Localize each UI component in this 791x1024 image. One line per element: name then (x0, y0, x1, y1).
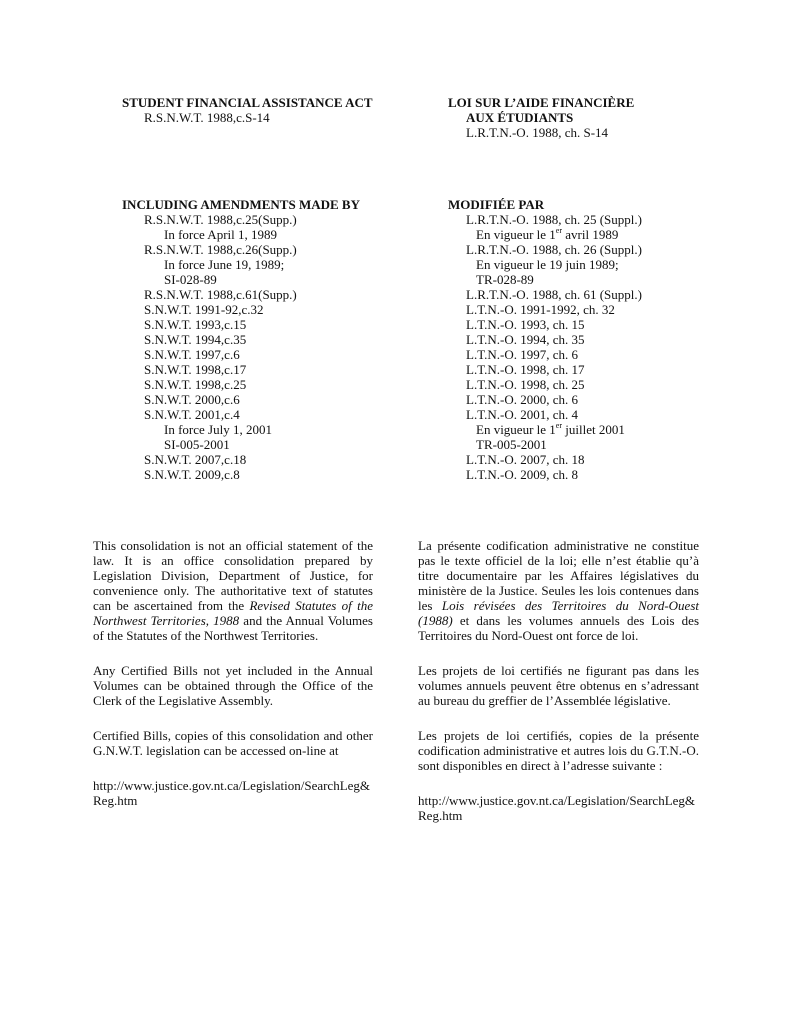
act-citation-fr: L.R.T.N.-O. 1988, ch. S-14 (466, 125, 609, 140)
notice-paragraph: This consolidation is not an official statement of the law. It is an office consolidation prepared by Legislation Division, Department of Justice, for convenience only. The authoritative text of statutes can be ascertained from the Revised Statutes of the Northwest Territories, 1988 and the Annual Volumes of the Statutes of the Northwest Territories. (93, 538, 373, 643)
amendment-note: In force June 19, 1989; (164, 257, 285, 272)
legislation-url-en[interactable]: http://www.justice.gov.nt.ca/Legislation/SearchLeg& Reg.htm (93, 778, 371, 808)
amendment-line: L.T.N.-O. 1993, ch. 15 (466, 317, 585, 332)
amendment-note: SI-005-2001 (164, 437, 230, 452)
notice-paragraph: Les projets de loi certifiés, copies de la présente codification administrative et autres lois du G.T.N.-O. sont disponibles en direct à l’adresse suivante : (418, 728, 699, 773)
amendment-line: L.R.T.N.-O. 1988, ch. 26 (Suppl.) (466, 242, 642, 257)
english-notice (93, 538, 373, 808)
amendment-note: En vigueur le 1er avril 1989 (476, 225, 619, 242)
amendment-line: L.T.N.-O. 1998, ch. 17 (466, 362, 585, 377)
french-header (448, 95, 634, 140)
notice-paragraph: Les projets de loi certifiés ne figurant pas dans les volumes annuels peuvent être obtenus en s’adressant au bureau du greffier de l’Assemblée législative. (418, 663, 699, 708)
amendment-note: En vigueur le 19 juin 1989; (476, 257, 619, 272)
amendment-line: R.S.N.W.T. 1988,c.61(Supp.) (144, 287, 297, 302)
act-title-fr-line2: AUX ÉTUDIANTS (466, 110, 574, 125)
amendment-line: L.T.N.-O. 1991-1992, ch. 32 (466, 302, 615, 317)
amendment-note: TR-028-89 (476, 272, 534, 287)
amendment-note: In force July 1, 2001 (164, 422, 272, 437)
amendment-line: S.N.W.T. 2001,c.4 (144, 407, 240, 422)
amendments-heading-en: INCLUDING AMENDMENTS MADE BY (122, 197, 360, 212)
amendment-line: L.T.N.-O. 2001, ch. 4 (466, 407, 579, 422)
amendment-line: L.T.N.-O. 2007, ch. 18 (466, 452, 585, 467)
notice-paragraph: Certified Bills, copies of this consolidation and other G.N.W.T. legislation can be accessed on-line at (93, 728, 373, 758)
amendment-line: S.N.W.T. 1997,c.6 (144, 347, 240, 362)
amendment-note: In force April 1, 1989 (164, 227, 278, 242)
amendment-line: S.N.W.T. 1998,c.25 (144, 377, 247, 392)
amendment-line: S.N.W.T. 1993,c.15 (144, 317, 247, 332)
amendment-note: SI-028-89 (164, 272, 217, 287)
english-amendments (122, 197, 360, 482)
amendment-note: TR-005-2001 (476, 437, 547, 452)
french-amendments (448, 197, 642, 482)
act-title-fr-line1: LOI SUR L’AIDE FINANCIÈRE (448, 95, 635, 110)
amendment-line: L.R.T.N.-O. 1988, ch. 25 (Suppl.) (466, 212, 642, 227)
amendment-line: R.S.N.W.T. 1988,c.25(Supp.) (144, 212, 297, 227)
amendment-line: S.N.W.T. 1994,c.35 (144, 332, 247, 347)
amendments-heading-fr: MODIFIÉE PAR (448, 197, 545, 212)
amendment-line: S.N.W.T. 2009,c.8 (144, 467, 240, 482)
amendment-line: S.N.W.T. 2000,c.6 (144, 392, 240, 407)
notice-paragraph: Any Certified Bills not yet included in the Annual Volumes can be obtained through the Office of the Clerk of the Legislative Assembly. (93, 663, 373, 708)
french-notice (418, 538, 699, 823)
amendment-line: L.T.N.-O. 1997, ch. 6 (466, 347, 579, 362)
amendment-line: L.R.T.N.-O. 1988, ch. 61 (Suppl.) (466, 287, 642, 302)
notice-paragraph: La présente codification administrative ne constitue pas le texte officiel de la loi; elle n’est établie qu’à titre documentaire par les Affaires législatives du ministère de la Justice. Seules les lois contenues dans les Lois révisées des Territoires du Nord-Ouest (1988) et dans les volumes annuels des Lois des Territoires du Nord-Ouest ont force de loi. (418, 538, 699, 643)
amendment-line: L.T.N.-O. 1994, ch. 35 (466, 332, 585, 347)
amendment-line: S.N.W.T. 1998,c.17 (144, 362, 247, 377)
amendment-line: L.T.N.-O. 2000, ch. 6 (466, 392, 579, 407)
amendment-line: R.S.N.W.T. 1988,c.26(Supp.) (144, 242, 297, 257)
legislation-url-fr[interactable]: http://www.justice.gov.nt.ca/Legislation/SearchLeg& Reg.htm (418, 793, 696, 823)
act-title-en: STUDENT FINANCIAL ASSISTANCE ACT (122, 95, 373, 110)
amendment-note: En vigueur le 1er juillet 2001 (476, 420, 625, 437)
amendment-line: S.N.W.T. 1991-92,c.32 (144, 302, 264, 317)
amendment-line: S.N.W.T. 2007,c.18 (144, 452, 247, 467)
act-citation-en: R.S.N.W.T. 1988,c.S-14 (144, 110, 270, 125)
amendment-line: L.T.N.-O. 2009, ch. 8 (466, 467, 579, 482)
english-header (122, 95, 373, 125)
amendment-line: L.T.N.-O. 1998, ch. 25 (466, 377, 585, 392)
